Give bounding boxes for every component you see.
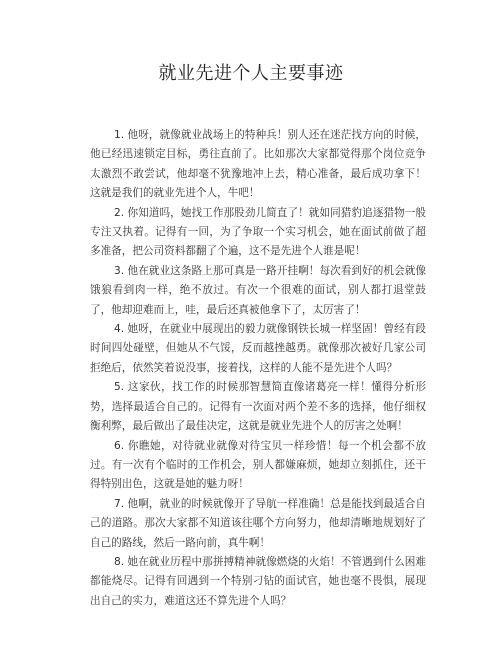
paragraph-8: 8. 她在就业历程中那拼搏精神就像燃烧的火焰！不管遇到什么困难都能烧尽。记得有回遇到一个特别刁钻的面试官，她也毫不畏惧，展现出自己的实力，难道这还不算先进个人吗？ <box>90 555 426 607</box>
paragraph-4: 4. 她呀，在就业中展现出的毅力就像钢铁长城一样坚固！曾经有段时间四处碰壁，但她从不气馁，反而越挫越勇。就像那次被好几家公司拒绝后，依然笑着说没事，接着找，这样的人能不是先进个人吗？ <box>90 323 426 374</box>
paragraph-5: 5. 这家伙，找工作的时候那智慧简直像诸葛亮一样！懂得分析形势，选择最适合自己的。记得有一次面对两个差不多的选择，他仔细权衡利弊，最后做出了最佳决定，这就是就业先进个人的厉害之处啊！ <box>90 381 426 433</box>
paragraph-2: 2. 你知道吗，她找工作那股劲儿简直了！就如同猎豹追逐猎物一般专注又执着。记得有一回，为了争取一个实习机会，她在面试前做了超多准备，把公司资料都翻了个遍，这不是先进个人谁是呢！ <box>90 206 426 258</box>
document-title: 就业先进个人主要事迹 <box>158 63 344 84</box>
document-body <box>90 126 426 611</box>
paragraph-3: 3. 他在就业这条路上那可真是一路开挂啊！每次看到好的机会就像饿狼看到肉一样，绝不放过。有次一个很难的面试，别人都打退堂鼓了，他却迎难而上，哇，最后还真被他拿下了，太厉害了！ <box>90 264 426 316</box>
paragraph-1: 1. 他呀，就像就业战场上的特种兵！别人还在迷茫找方向的时候，他已经迅速锁定目标，勇往直前了。比如那次大家都觉得那个岗位竞争太激烈不敢尝试，他却毫不犹豫地冲上去，精心准备，最后成功拿下！这就是我们的就业先进个人，牛吧！ <box>90 129 426 200</box>
paragraph-6: 6. 你瞧她，对待就业就像对待宝贝一样珍惜！每一个机会都不放过。有一次有个临时的工作机会，别人都嫌麻烦，她却立刻抓住，还干得特别出色，这就是她的魅力呀！ <box>90 439 426 491</box>
paragraph-7: 7. 他啊，就业的时候就像开了导航一样准确！总是能找到最适合自己的道路。那次大家都不知道该往哪个方向努力，他却清晰地规划好了自己的路线，然后一路向前，真牛啊！ <box>90 497 426 549</box>
